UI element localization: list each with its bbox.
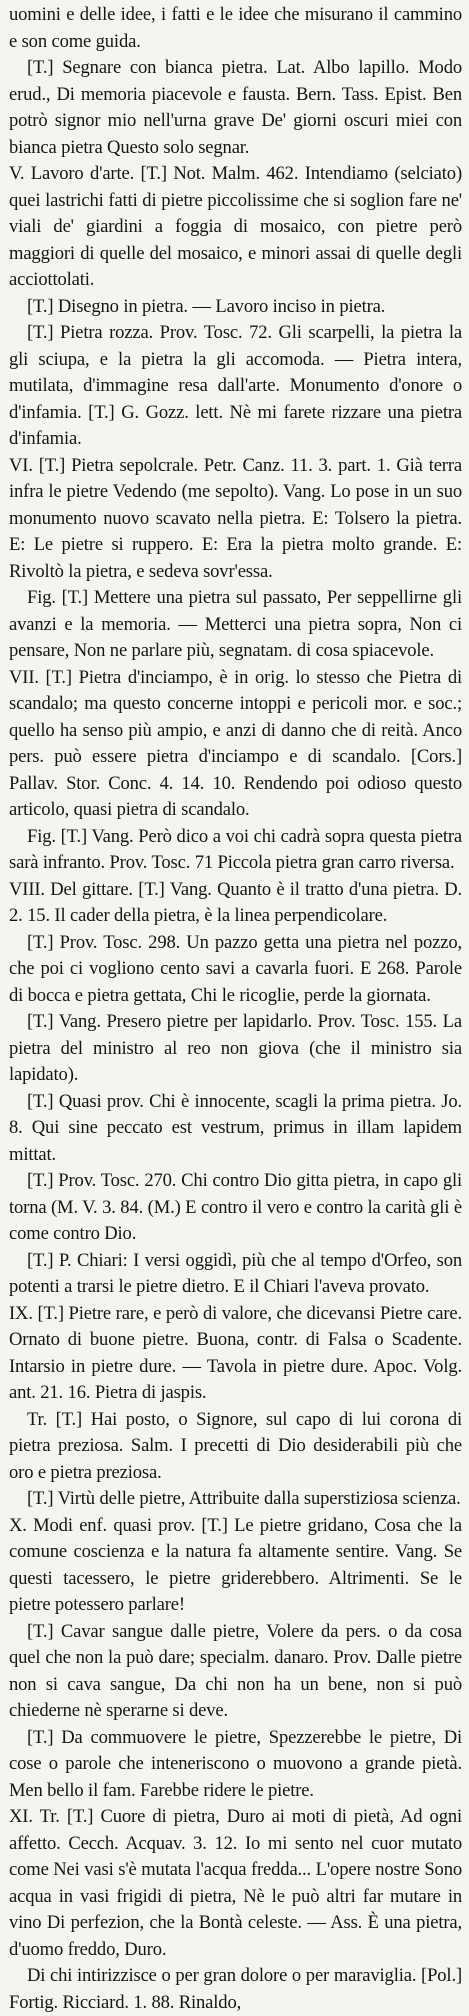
paragraph-section-xi: XI. Tr. [T.] Cuore di pietra, Duro ai moti di pietà, Ad ogni affetto. Cecch. Acquav. 3. 12. Io mi sento nel cuor mutato come Nei vasi s'è mutata l'acqua fredda... L'opere nostre Sono acqua in vasi frigidi di pietra, Nè le può altri far mutare in vino Di perfezion, che la Bontà celeste. — Ass. È una pietra, d'uomo freddo, Duro. <box>9 1806 462 1960</box>
paragraph-virtu-pietre: [T.] Virtù delle pietre, Attribuite dalla superstiziosa scienza. <box>27 1488 461 1509</box>
paragraph-commuovere: [T.] Da commuovere le pietre, Spezzerebbe le pietre, Di cose o parole che inteneriscono o muovono a grande pietà. Men bello il fam. Farebbe ridere le pietre. <box>9 1726 462 1801</box>
paragraph-cavar-sangue: [T.] Cavar sangue dalle pietre, Volere da pers. o da cosa quel che non la può dare; specialm. danaro. Prov. Dalle pietre non si cava sangue, Da chi non ha un bene, non si può chiederne nè sperarne si deve. <box>9 1620 462 1721</box>
paragraph-section-viii: VIII. Del gittare. [T.] Vang. Quanto è il tratto d'una pietra. D. 2. 15. Il cader della pietra, è la linea perpendicolare. <box>9 878 462 926</box>
paragraph-disegno-pietra: [T.] Disegno in pietra. — Lavoro inciso in pietra. <box>27 295 386 317</box>
paragraph-corona-pietra: Tr. [T.] Hai posto, o Signore, sul capo di lui corona di pietra preziosa. Salm. I precetti di Dio desiderabili più che oro e pietra preziosa. <box>9 1408 462 1483</box>
paragraph-prima-pietra: [T.] Quasi prov. Chi è innocente, scagli la prima pietra. Jo. 8. Qui sine peccato est vestrum, primus in illam lapidem mittat. <box>9 1090 462 1165</box>
paragraph-section-ix: IX. [T.] Pietre rare, e però di valore, che dicevansi Pietre care. Ornato di buone pietre. Buona, contr. di Falsa o Scadente. Intarsio in pietre dure. — Tavola in pietre dure. Apoc. Volg. ant. 21. 16. Pietra di jaspis. <box>9 1302 462 1403</box>
paragraph-pietra-rozza: [T.] Pietra rozza. Prov. Tosc. 72. Gli scarpelli, la pietra la gli sciupa, e la pietra la gli accomoda. — Pietra intera, mutilata, d'immagine resa dall'arte. Monumento d'onore o d'infamia. [T.] G. Gozz. lett. Nè mi farete rizzare una pietra d'infamia. <box>9 322 462 449</box>
paragraph-chiari: [T.] P. Chiari: I versi oggidì, più che al tempo d'Orfeo, son potenti a trarsi le pietre dietro. E il Chiari l'aveva provato. <box>9 1249 462 1297</box>
paragraph-intirizzisce: Di chi intirizzisce o per gran dolore o per maraviglia. [Pol.] Fortig. Ricciard. 1. 88. Rinaldo, <box>9 1965 462 2013</box>
paragraph-section-v: V. Lavoro d'arte. [T.] Not. Malm. 462. Intendiamo (selciato) quei lastrichi fatti di pietre piccolissime che si soglion fare ne' viali de' giardini a foggia di mosaico, con pietre però maggiori di quelle del mosaico, e minori assai di quelle degli acciottolati. <box>9 163 462 290</box>
paragraph-contro-dio: [T.] Prov. Tosc. 270. Chi contro Dio gitta pietra, in capo gli torna (M. V. 3. 84. (M.) E contro il vero e contro la carità gli è come contro Dio. <box>9 1170 462 1244</box>
paragraph-bianca-pietra: [T.] Segnare con bianca pietra. Lat. Albo lapillo. Modo erud., Di memoria piacevole e fausta. Bern. Tass. Epist. Ben potrò signor mio nell'urna grave De' giorni oscuri miei con bianca pietra Questo solo segnar. <box>9 57 462 158</box>
paragraph-section-x: X. Modi enf. quasi prov. [T.] Le pietre gridano, Cosa che la comune coscienza e la natura fa altamente sentire. Vang. Se questi tacessero, le pietre griderebbero. Altrimenti. Se le pietre potessero parlare! <box>9 1514 462 1615</box>
paragraph-section-vi: VI. [T.] Pietra sepolcrale. Petr. Canz. 11. 3. part. 1. Già terra infra le pietre Vedendo (me sepolto). Vang. Lo pose in un suo monumento nuovo scavato nella pietra. E: Tolsero la pietra. E: Le pietre si ruppero. E: Era la pietra molto grande. E: Rivoltò la pietra, e sedeva sovr'essa. <box>9 454 462 582</box>
paragraph-fig-vang: Fig. [T.] Vang. Però dico a voi chi cadrà sopra questa pietra sarà infranto. Prov. Tosc. 71 Piccola pietra gran carro riversa. <box>9 825 462 873</box>
paragraph-pazzo-pietra: [T.] Prov. Tosc. 298. Un pazzo getta una pietra nel pozzo, che poi ci vogliono cento savi a cavarla fuori. E 268. Parole di bocca e pietra gettata, Chi le ricoglie, perde la giornata. <box>9 931 462 1006</box>
paragraph-intro-continuation: uomini e delle idee, i fatti e le idee che misurano il cammino e son come guida. <box>9 4 462 52</box>
paragraph-fig-mettere: Fig. [T.] Mettere una pietra sul passato, Per seppellirne gli avanzi e la memoria. — Metterci una pietra sopra, Non ci pensare, Non ne parlare più, segnatam. di cosa spiacevole. <box>9 587 462 661</box>
paragraph-lapidarlo: [T.] Vang. Presero pietre per lapidarlo. Prov. Tosc. 155. La pietra del ministro al reo non giova (che il ministro sia lapidato). <box>9 1011 462 1085</box>
paragraph-section-vii: VII. [T.] Pietra d'inciampo, è in orig. lo stesso che Pietra di scandalo; ma questo concerne intoppi e pericoli mor. e soc.; quello ha senso più ampio, e anzi di danno che di reità. Anco pers. può essere pietra d'inciampo e di scandalo. [Cors.] Pallav. Stor. Conc. 4. 14. 10. Rendendo poi odioso questo articolo, quasi pietra di scandalo. <box>9 666 462 820</box>
